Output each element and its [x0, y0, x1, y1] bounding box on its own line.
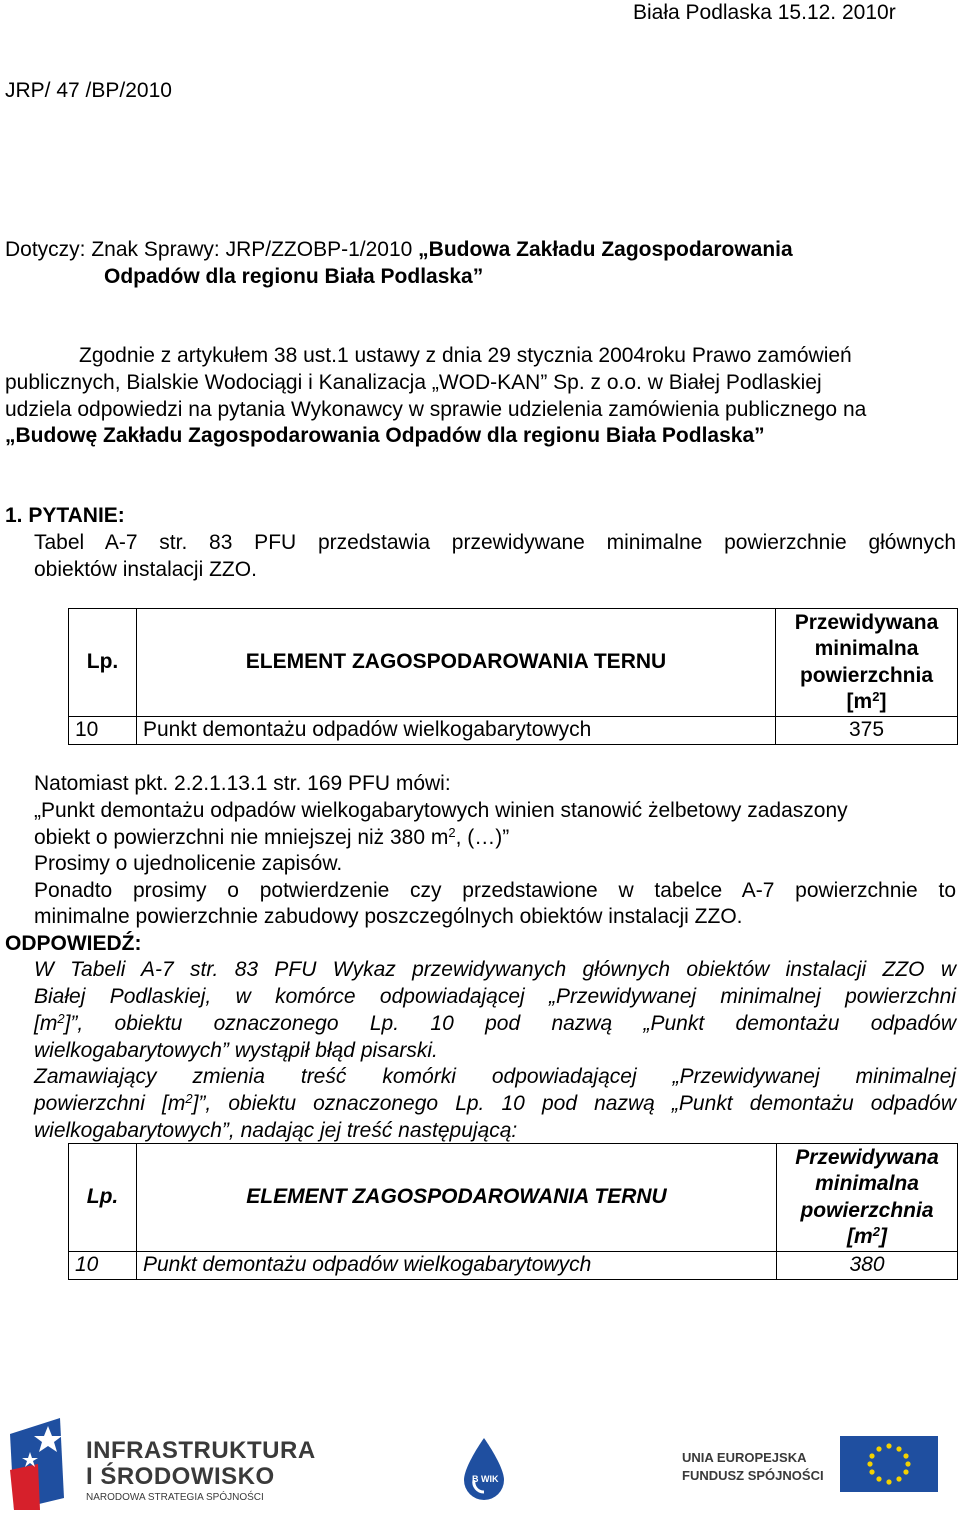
bwik-logo-text: B WIK: [472, 1474, 499, 1484]
answer-line-2: Białej Podlaskiej, w komórce odpowiadającej „Przewidywanej minimalnej powierzchni: [34, 985, 956, 1008]
table-header-row: [69, 609, 958, 717]
logo-infrastruktura-line3: NARODOWA STRATEGIA SPÓJNOŚCI: [86, 1492, 264, 1503]
row-element: Punkt demontażu odpadów wielkogabarytowych: [137, 1252, 777, 1280]
intro-line-4: „Budowę Zakładu Zagospodarowania Odpadów dla regionu Biała Podlaska”: [5, 424, 765, 447]
question-line-2: obiektów instalacji ZZO.: [34, 558, 257, 581]
question-heading: 1. PYTANIE:: [5, 504, 125, 527]
answer-line-6: powierzchni $[m^2]$”, obiektu oznaczonego Lp. 10 pod nazwą „Punkt demontażu odpadów: [34, 1091, 956, 1115]
intro-line-2: publicznych, Bialskie Wodociągi i Kanalizacja „WOD-KAN” Sp. z o.o. w Białej Podlaskiej: [5, 371, 822, 394]
row-lp: 10: [69, 1252, 137, 1280]
subject-title-1: „Budowa Zakładu Zagospodarowania: [418, 238, 793, 261]
question-p2: „Punkt demontażu odpadów wielkogabarytowych winien stanowić żelbetowy zadaszony: [34, 799, 848, 822]
answer-heading: ODPOWIEDŹ:: [5, 932, 142, 955]
row-element: Punkt demontażu odpadów wielkogabarytowych: [137, 717, 776, 745]
question-table: [68, 608, 958, 745]
logo-infrastruktura-line1: INFRASTRUKTURA: [86, 1437, 316, 1464]
place-date: Biała Podlaska 15.12. 2010r: [633, 1, 896, 24]
eu-flag-icon: [840, 1436, 938, 1492]
question-p4: Prosimy o ujednolicenie zapisów.: [34, 852, 343, 875]
question-line-1: Tabel A-7 str. 83 PFU przedstawia przewidywane minimalne powierzchnie głównych: [34, 531, 956, 554]
header-area-unit: $[m^2]$: [846, 689, 887, 713]
header-area-l1: Przewidywana: [795, 1145, 939, 1169]
answer-line-7: wielkogabarytowych”, nadając jej treść następującą:: [34, 1119, 518, 1142]
header-lp: Lp.: [69, 609, 137, 717]
row-lp: 10: [69, 717, 137, 745]
answer-table: [68, 1143, 958, 1280]
answer-line-5: Zamawiający zmienia treść komórki odpowiadającej „Przewidywanej minimalnej: [34, 1065, 956, 1088]
header-area-l3: powierzchnia: [799, 663, 934, 687]
table-row: [69, 717, 958, 745]
eu-fund-line1: UNIA EUROPEJSKA: [682, 1450, 807, 1465]
eu-fund-logo: [682, 1436, 942, 1492]
question-p5: Ponadto prosimy o potwierdzenie czy przedstawione w tabelce A-7 powierzchnie to: [34, 879, 956, 902]
row-area: 375: [776, 717, 958, 745]
table-row: [69, 1252, 958, 1280]
header-area: [776, 609, 958, 717]
header-element: ELEMENT ZAGOSPODAROWANIA TERNU: [137, 609, 776, 717]
infrastruktura-logo: [8, 1412, 316, 1510]
header-element: ELEMENT ZAGOSPODAROWANIA TERNU: [137, 1144, 777, 1252]
subject-title-2: Odpadów dla regionu Biała Podlaska”: [104, 265, 484, 288]
header-area-l2: minimalna: [814, 637, 919, 660]
header-lp: Lp.: [69, 1144, 137, 1252]
subject-label: Dotyczy:: [5, 238, 86, 261]
header-area-l2: minimalna: [815, 1172, 919, 1195]
subject-case: Znak Sprawy: JRP/ZZOBP-1/2010: [91, 238, 413, 261]
intro-line-3: udziela odpowiedzi na pytania Wykonawcy w sprawie udzielenia zamówienia publicznego na: [5, 398, 867, 421]
header-area-unit: $[m^2]$: [847, 1224, 887, 1248]
answer-line-4: wielkogabarytowych” wystąpił błąd pisarski.: [34, 1039, 438, 1062]
row-area: 380: [777, 1252, 958, 1280]
answer-line-1: W Tabeli A-7 str. 83 PFU Wykaz przewidywanych głównych obiektów instalacji ZZO w: [34, 958, 956, 981]
reference-number: JRP/ 47 /BP/2010: [5, 79, 172, 102]
table-header-row: [69, 1144, 958, 1252]
question-p6: minimalne powierzchnie zabudowy poszczególnych obiektów instalacji ZZO.: [34, 905, 743, 928]
question-p1: Natomiast pkt. 2.2.1.13.1 str. 169 PFU mówi:: [34, 772, 451, 795]
header-area: [777, 1144, 958, 1252]
header-area-l1: Przewidywana: [794, 610, 939, 634]
bwik-logo: [460, 1436, 508, 1502]
logo-infrastruktura-line2: I ŚRODOWISKO: [86, 1463, 275, 1490]
intro-line-1: Zgodnie z artykułem 38 ust.1 ustawy z dnia 29 stycznia 2004roku Prawo zamówień: [79, 344, 852, 367]
answer-line-3: $[m^2]$”, obiektu oznaczonego Lp. 10 pod nazwą „Punkt demontażu odpadów: [34, 1011, 956, 1035]
eu-fund-line2: FUNDUSZ SPÓJNOŚCI: [682, 1468, 824, 1483]
question-p3: obiekt o powierzchni nie mniejszej niż 380 $m^2$, (…)”: [34, 825, 510, 849]
water-drop-icon: [460, 1436, 508, 1502]
header-area-l3: powierzchnia: [800, 1198, 934, 1222]
subject-line: [5, 237, 793, 264]
